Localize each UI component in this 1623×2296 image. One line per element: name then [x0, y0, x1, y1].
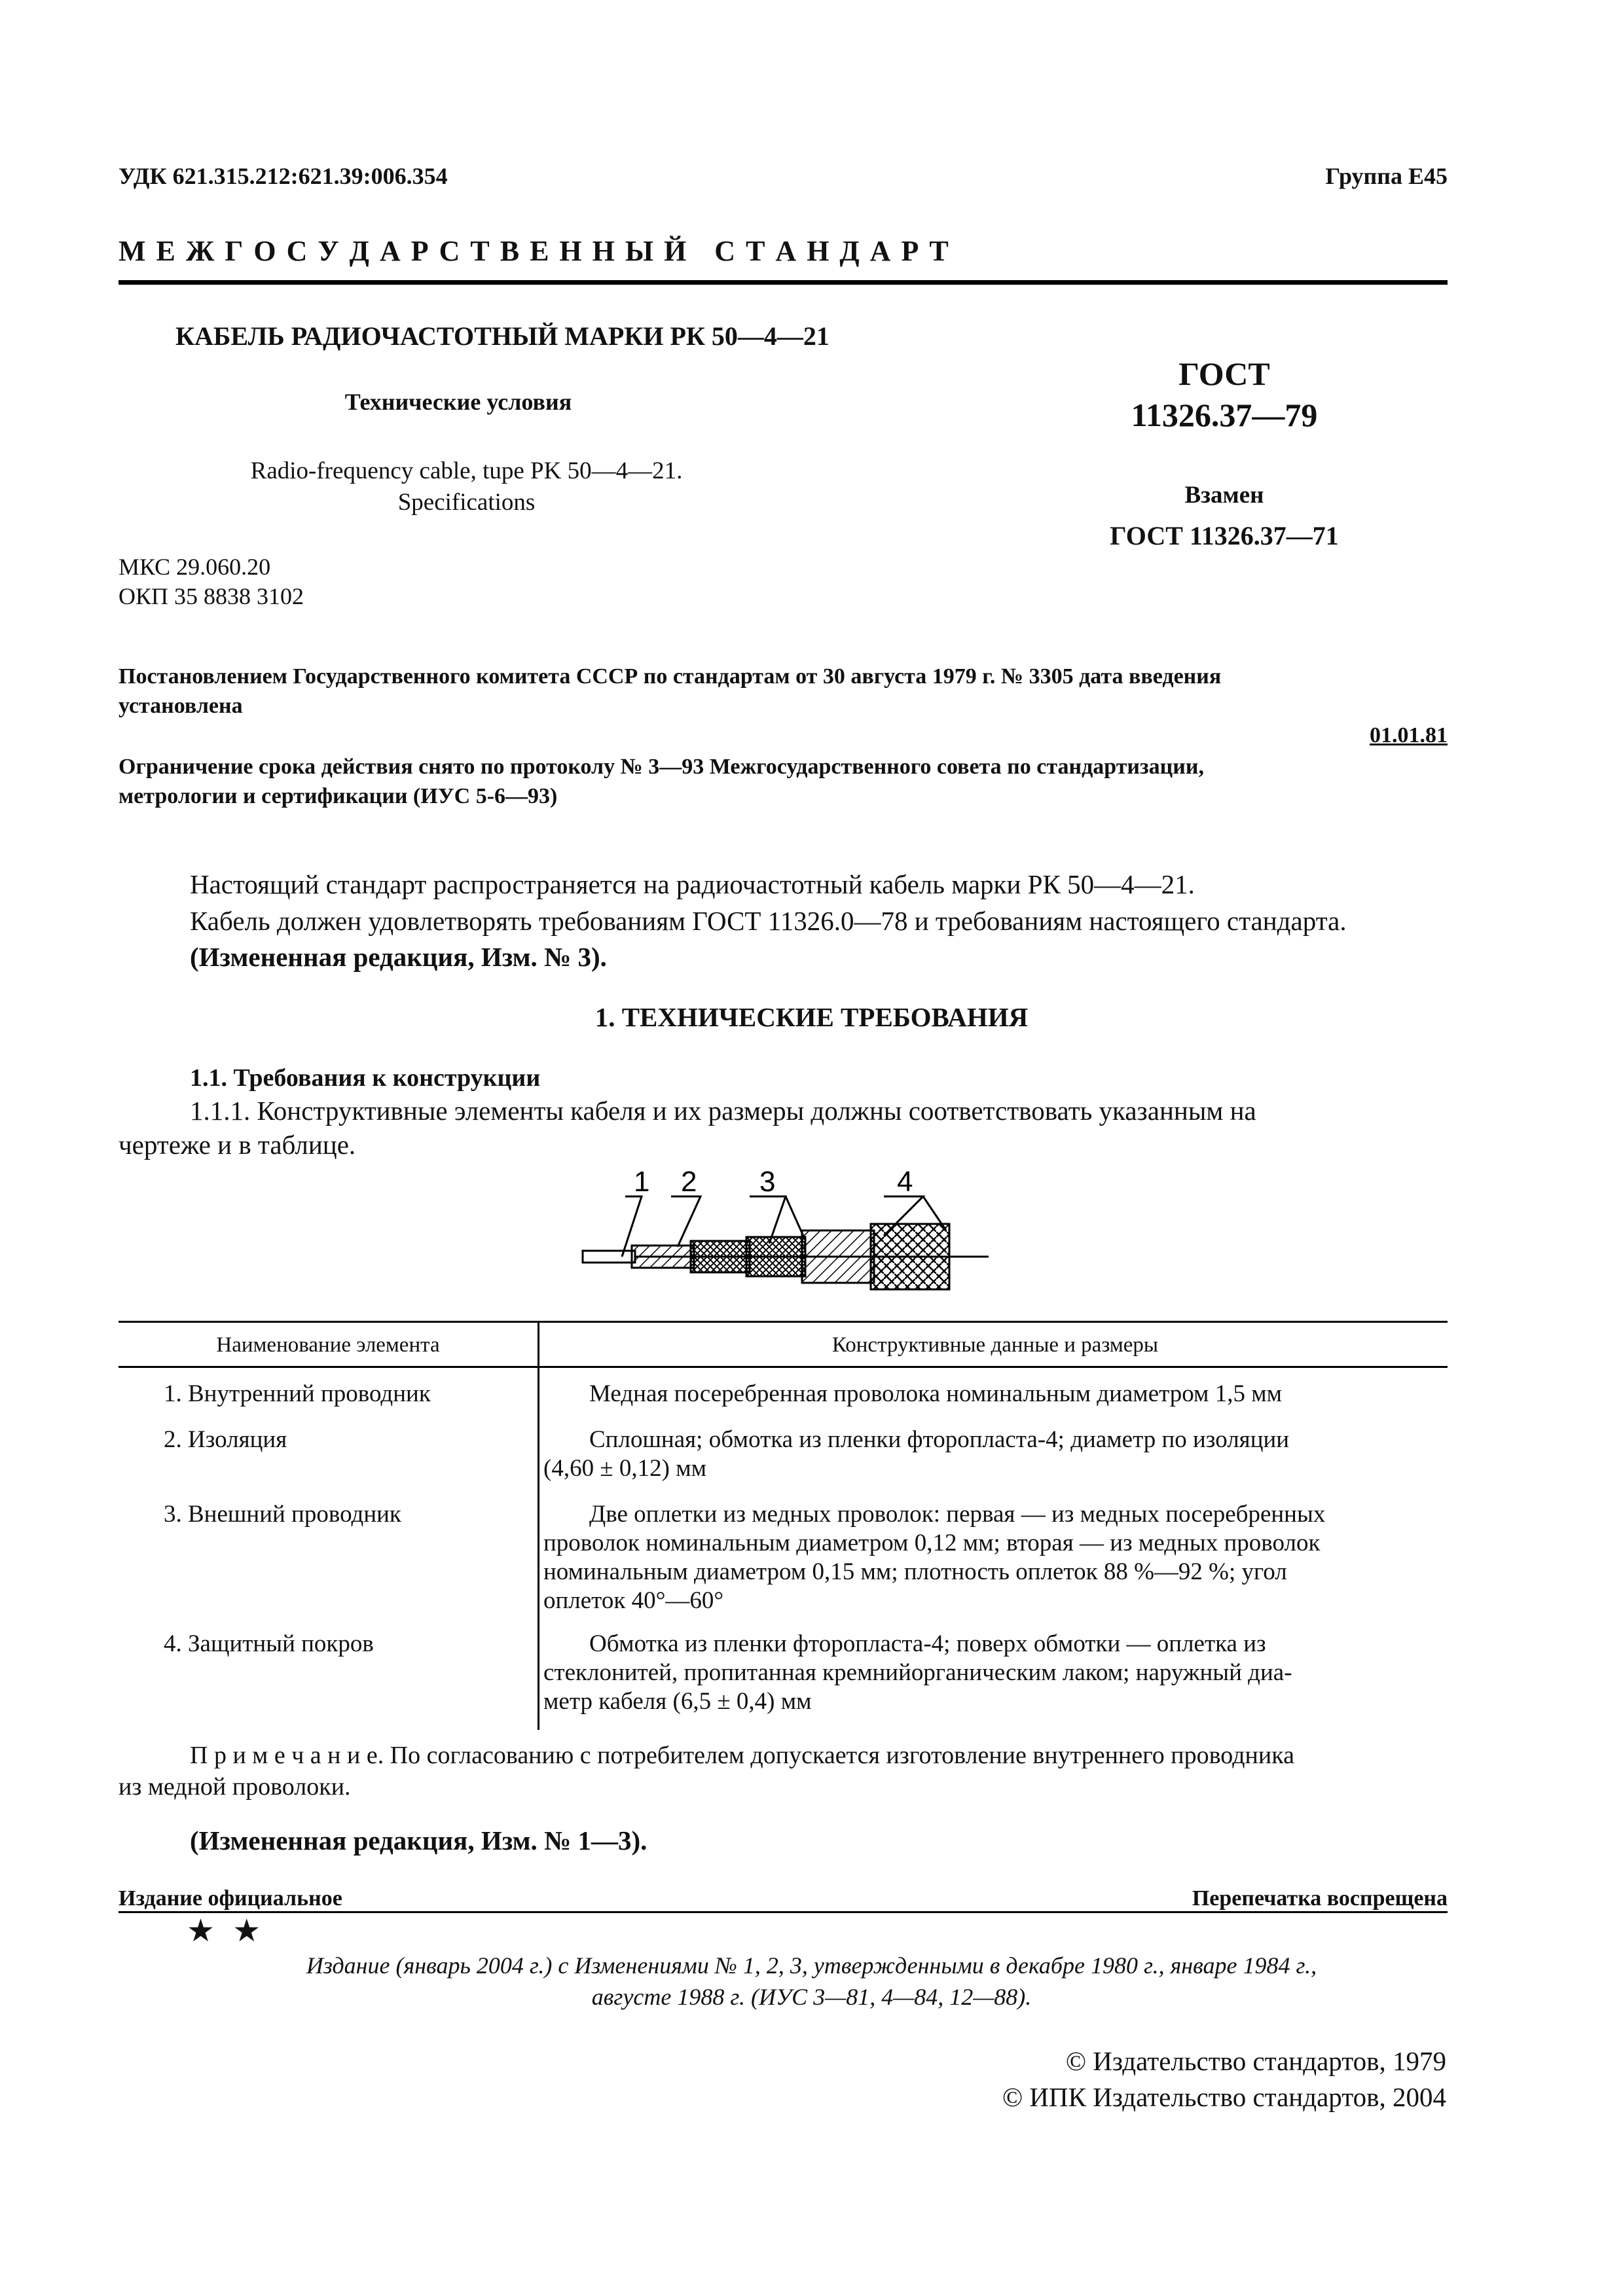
udk-code: УДК 621.315.212:621.39:006.354: [119, 163, 448, 189]
section-heading: 1. ТЕХНИЧЕСКИЕ ТРЕБОВАНИЯ: [594, 1002, 1029, 1032]
table-row-2-name: 2. Изоляция: [164, 1426, 287, 1453]
okp-code: ОКП 35 8838 3102: [119, 583, 304, 609]
table-row-3-desc-line4: оплеток 40°—60°: [543, 1587, 724, 1614]
table-row-1-desc: [543, 1380, 1444, 1408]
edition-info-line2: августе 1988 г. (ИУС 3—81, 4—84, 12—88).: [591, 1984, 1032, 2010]
note-text: По согласованию с потребителем допускается изготовление внутреннего проводника: [384, 1742, 1294, 1769]
clause-text-line2: чертеже и в таблице.: [119, 1130, 356, 1160]
limit-line2: метрологии и сертификации (ИУС 5-6—93): [119, 784, 558, 808]
cable-drawing: [570, 1158, 995, 1302]
decree-line1: Постановлением Государственного комитета СССР по стандартам от 30 августа 1979 г. № 3305 дата введения: [119, 664, 1222, 689]
note-label: П р и м е ч а н и е.: [190, 1742, 384, 1769]
official-edition: Издание официальное: [119, 1886, 342, 1910]
table-row-1-name: 1. Внутренний проводник: [164, 1380, 431, 1407]
copyright-1979: © Издательство стандартов, 1979: [1065, 2046, 1446, 2076]
table-column-divider: [538, 1321, 539, 1730]
table-header-data: Конструктивные данные и размеры: [831, 1333, 1159, 1357]
outer-braid-1-shape: [691, 1241, 750, 1272]
table-row-1-desc-line1: Медная посеребренная проволока номинальным диаметром 1,5 мм: [589, 1380, 1283, 1407]
gost-label: ГОСТ: [1178, 355, 1270, 392]
limit-line1: Ограничение срока действия снято по протоколу № 3—93 Межгосударственного совета по стандартизации,: [119, 755, 1204, 779]
intro-amendment: (Измененная редакция, Изм. № 3).: [190, 942, 607, 972]
copyright-2004: © ИПК Издательство стандартов, 2004: [1002, 2082, 1446, 2112]
table-row-3-desc-line3: номинальным диаметром 0,15 мм; плотность оплеток 88 %—92 %; угол: [543, 1558, 1287, 1585]
clause-text-line1: 1.1.1. Конструктивные элементы кабеля и их размеры должны соответствовать указанным на: [190, 1096, 1256, 1126]
edition-info-line1: Издание (январь 2004 г.) с Изменениями № 1, 2, 3, утвержденными в декабре 1980 г., январе 1984 г.,: [306, 1952, 1317, 1979]
intro-paragraph-1: Настоящий стандарт распространяется на радиочастотный кабель марки РК 50—4—21.: [190, 869, 1195, 899]
replaces-label: Взамен: [1184, 482, 1264, 509]
table-row-4-desc-line2: стеклонитей, пропитанная кремнийорганическим лаком; наружный диа-: [543, 1659, 1292, 1686]
table-row-2-desc-line1: Сплошная; обмотка из пленки фторопласта-4; диаметр по изоляции: [589, 1426, 1290, 1453]
document-title: КАБЕЛЬ РАДИОЧАСТОТНЫЙ МАРКИ РК 50—4—21: [175, 321, 830, 351]
drawing-label-3: 3: [759, 1166, 776, 1198]
table-row-3-desc-line1: Две оплетки из медных проволок: первая — из медных посеребренных: [589, 1501, 1326, 1528]
mks-code: МКС 29.060.20: [119, 554, 271, 580]
english-title-line1: Radio-frequency cable, tupe PK 50—4—21.: [250, 457, 683, 484]
amendment-note: (Измененная редакция, Изм. № 1—3).: [190, 1825, 647, 1856]
star-marks: ★ ★: [187, 1912, 265, 1949]
footer-rule: [119, 1911, 1448, 1913]
drawing-label-4: 4: [897, 1166, 913, 1198]
english-title-line2: Specifications: [397, 489, 536, 516]
table-row-3-name: 3. Внешний проводник: [164, 1501, 401, 1528]
subsection-heading: 1.1. Требования к конструкции: [190, 1064, 541, 1092]
document-subtitle: Технические условия: [344, 389, 572, 415]
table-note-line2: из медной проволоки.: [119, 1773, 351, 1801]
standard-banner: М Е Ж Г О С У Д А Р С Т В Е Н Н Ы Й С Т А Н Д А Р Т: [119, 235, 951, 267]
inner-conductor-shape: [583, 1251, 635, 1263]
insulation-shape: [632, 1246, 694, 1268]
table-note: [190, 1741, 1294, 1770]
gost-number: 11326.37—79: [1131, 397, 1318, 433]
decree-line2: установлена: [119, 694, 243, 718]
table-row-4-desc-line1: Обмотка из пленки фторопласта-4; поверх обмотки — оплетка из: [589, 1630, 1266, 1657]
replaces-value: ГОСТ 11326.37—71: [1110, 521, 1339, 550]
cover-braid-shape: [871, 1224, 949, 1289]
intro-paragraph-2: Кабель должен удовлетворять требованиям ГОСТ 11326.0—78 и требованиям настоящего стандарта.: [190, 906, 1347, 936]
group-code: Группа Е45: [1325, 163, 1448, 189]
table-row-3-desc-line2: проволок номинальным диаметром 0,12 мм; вторая — из медных проволок: [543, 1530, 1321, 1556]
table-row-2-desc: [543, 1426, 1444, 1483]
cover-wrap-shape: [802, 1230, 874, 1283]
table-top-rule: [119, 1321, 1448, 1323]
banner-rule: [119, 280, 1448, 285]
table-row-4-desc: [543, 1630, 1444, 1716]
drawing-label-1: 1: [634, 1166, 650, 1198]
table-row-3-desc: [543, 1500, 1444, 1615]
table-header-name: Наименование элемента: [216, 1333, 440, 1357]
table-row-4-name: 4. Защитный покров: [164, 1630, 374, 1657]
table-row-4-desc-line3: метр кабеля (6,5 ± 0,4) мм: [543, 1688, 812, 1715]
table-row-2-desc-line2: (4,60 ± 0,12) мм: [543, 1455, 707, 1482]
outer-braid-2-shape: [746, 1237, 805, 1276]
drawing-label-2: 2: [681, 1166, 697, 1198]
table-header-rule: [119, 1366, 1448, 1368]
reprint-prohibited: Перепечатка воспрещена: [1192, 1886, 1448, 1910]
introduction-date: 01.01.81: [1370, 723, 1448, 747]
